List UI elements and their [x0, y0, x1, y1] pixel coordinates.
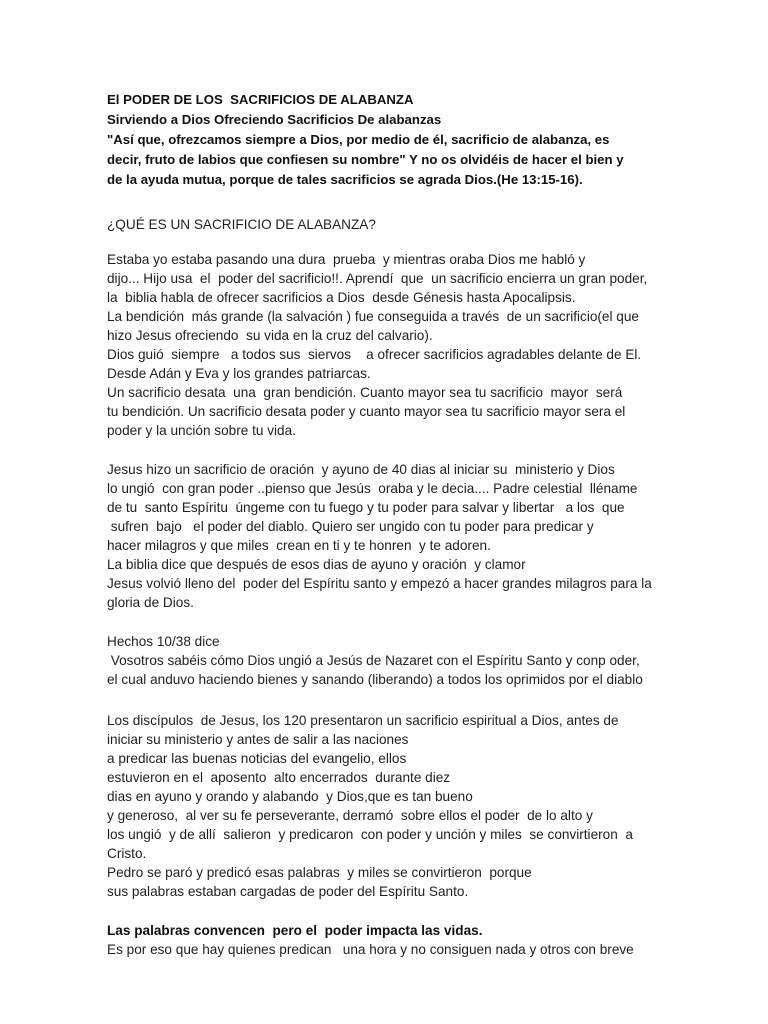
document-page	[107, 90, 667, 959]
text-line: a predicar las buenas noticias del evangelio, ellos	[107, 751, 407, 766]
scripture-quote-line: decir, fruto de labios que confiesen su nombre" Y no os olvidéis de hacer el bien y	[107, 152, 624, 167]
text-line: Jesus volvió lleno del poder del Espíritu santo y empezó a hacer grandes milagros para la	[107, 576, 652, 591]
paragraph-3	[107, 632, 667, 689]
text-line: dias en ayuno y orando y alabando y Dios,que es tan bueno	[107, 789, 473, 804]
text-line: hacer milagros y que miles crean en ti y te honren y te adoren.	[107, 538, 491, 553]
text-line: la biblia habla de ofrecer sacrificios a Dios desde Génesis hasta Apocalipsis.	[107, 290, 576, 305]
text-line: sufren bajo el poder del diablo. Quiero ser ungido con tu poder para predicar y	[107, 519, 594, 534]
text-line: Estaba yo estaba pasando una dura prueba y mientras oraba Dios me habló y	[107, 252, 586, 267]
text-line: Desde Adán y Eva y los grandes patriarcas.	[107, 366, 371, 381]
text-line: Cristo.	[107, 846, 147, 861]
text-line: tu bendición. Un sacrificio desata poder y cuanto mayor sea tu sacrificio mayor sera el	[107, 404, 626, 419]
document-title: El PODER DE LOS SACRIFICIOS DE ALABANZA	[107, 92, 414, 107]
paragraph-2	[107, 460, 667, 612]
text-line: Los discípulos de Jesus, los 120 presentaron un sacrificio espiritual a Dios, antes de	[107, 713, 619, 728]
paragraph-1	[107, 250, 667, 440]
emphasis-line: Las palabras convencen pero el poder impacta las vidas.	[107, 923, 483, 938]
text-line: gloria de Dios.	[107, 595, 194, 610]
text-line: dijo... Hijo usa el poder del sacrificio!!. Aprendí que un sacrificio encierra un gran poder,	[107, 271, 648, 286]
text-line: estuvieron en el aposento alto encerrados durante diez	[107, 770, 451, 785]
closing-paragraph	[107, 921, 667, 959]
text-line: Hechos 10/38 dice	[107, 634, 220, 649]
text-line: iniciar su ministerio y antes de salir a las naciones	[107, 732, 409, 747]
text-line: sus palabras estaban cargadas de poder del Espíritu Santo.	[107, 884, 469, 899]
text-line: el cual anduvo haciendo bienes y sanando (liberando) a todos los oprimidos por el diablo	[107, 672, 643, 687]
paragraph-4	[107, 711, 667, 901]
document-subtitle: Sirviendo a Dios Ofreciendo Sacrificios De alabanzas	[107, 112, 442, 127]
text-line: poder y la unción sobre tu vida.	[107, 423, 296, 438]
text-line: Es por eso que hay quienes predican una hora y no consiguen nada y otros con breve	[107, 942, 634, 957]
text-line: Un sacrificio desata una gran bendición. Cuanto mayor sea tu sacrificio mayor será	[107, 385, 623, 400]
text-line: hizo Jesus ofreciendo su vida en la cruz del calvario).	[107, 328, 433, 343]
scripture-quote-line: de la ayuda mutua, porque de tales sacrificios se agrada Dios.(He 13:15-16).	[107, 172, 583, 187]
text-line: Jesus hizo un sacrificio de oración y ayuno de 40 dias al iniciar su ministerio y Dios	[107, 462, 615, 477]
text-line: La bendición más grande (la salvación ) fue conseguida a través de un sacrificio(el que	[107, 309, 639, 324]
scripture-quote-line: "Así que, ofrezcamos siempre a Dios, por medio de él, sacrificio de alabanza, es	[107, 132, 610, 147]
text-line: Dios guió siempre a todos sus siervos a ofrecer sacrificios agradables delante de El.	[107, 347, 642, 362]
text-line: de tu santo Espíritu úngeme con tu fuego y tu poder para salvar y libertar a los que	[107, 500, 625, 515]
text-line: Pedro se paró y predicó esas palabras y miles se convirtieron porque	[107, 865, 532, 880]
text-line: Vosotros sabéis cómo Dios ungió a Jesús de Nazaret con el Espíritu Santo y conp oder,	[107, 653, 640, 668]
document-header	[107, 90, 667, 190]
section-heading: ¿QUÉ ES UN SACRIFICIO DE ALABANZA?	[107, 217, 376, 232]
text-line: lo ungió con gran poder ..pienso que Jesús oraba y le decia.... Padre celestial lléname	[107, 481, 638, 496]
text-line: La biblia dice que después de esos dias de ayuno y oración y clamor	[107, 557, 526, 572]
text-line: y generoso, al ver su fe perseverante, derramó sobre ellos el poder de lo alto y	[107, 808, 593, 823]
text-line: los ungió y de allí salieron y predicaron con poder y unción y miles se convirtieron a	[107, 827, 633, 842]
